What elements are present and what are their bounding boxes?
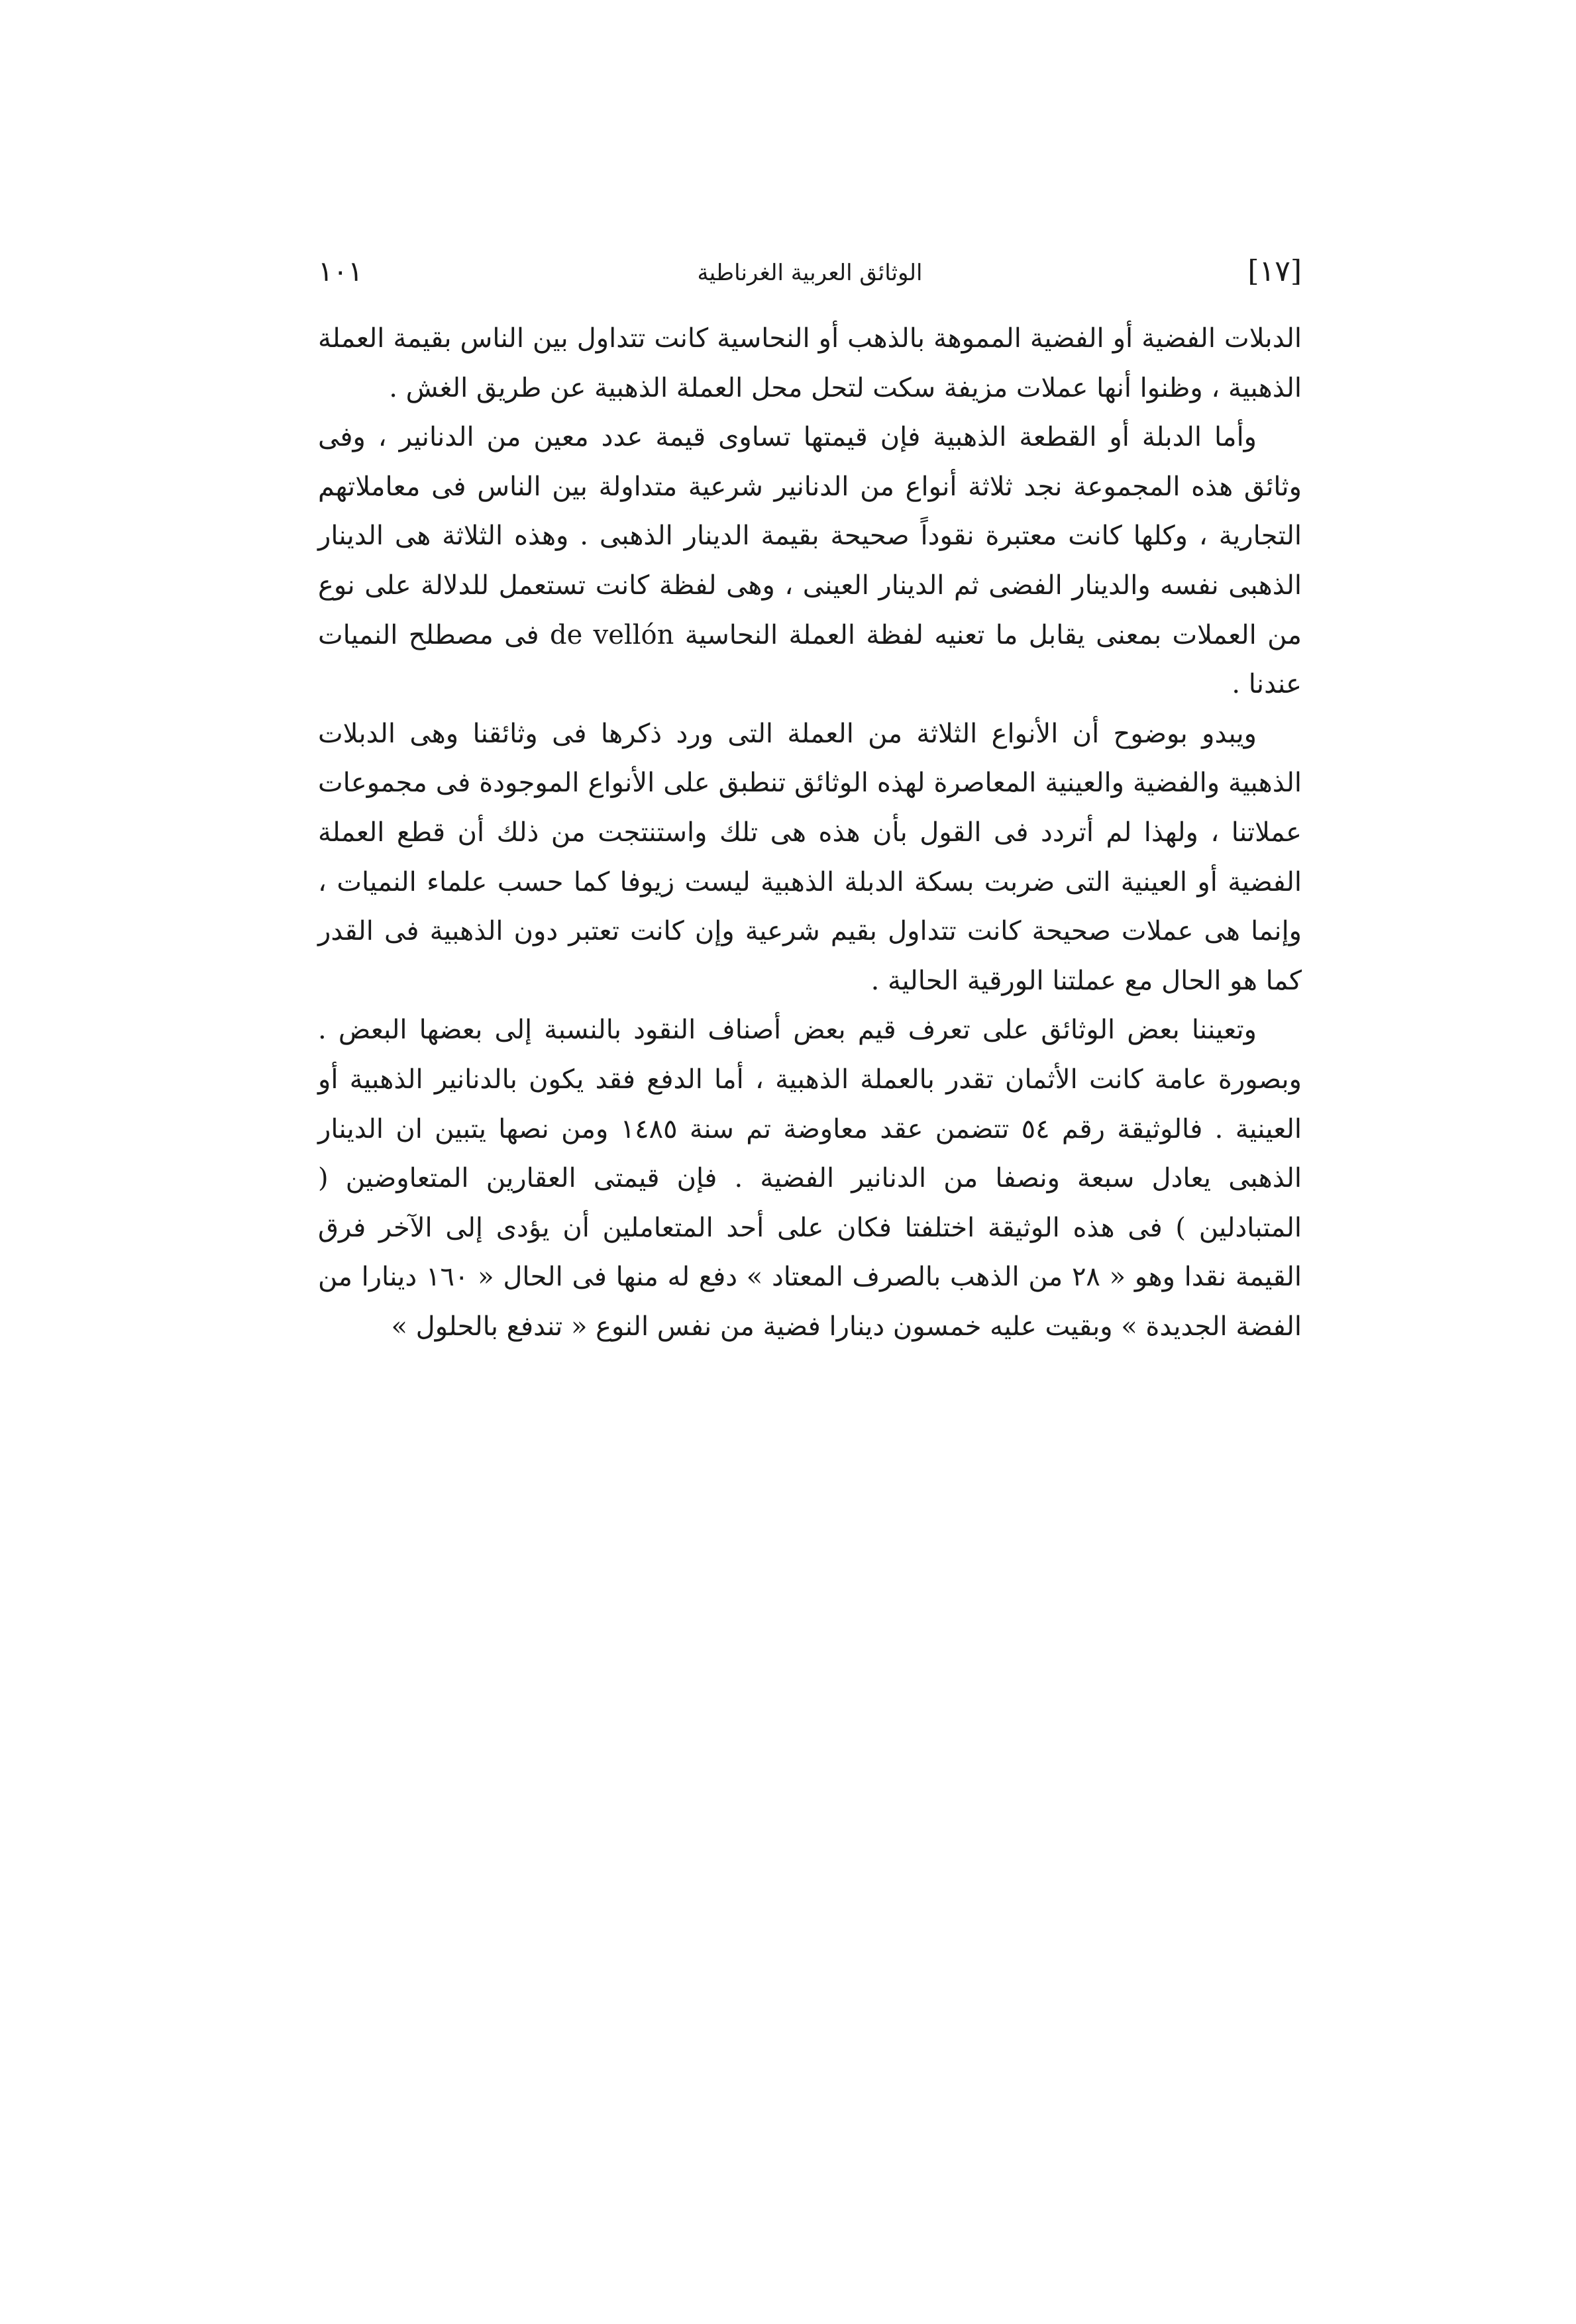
paragraph-2: وأما الدبلة أو القطعة الذهبية فإن قيمتها تساوى قيمة عدد معين من الدنانير ، وفى وثائق هذه المجموعة نجد ثلاثة أنواع من الدنانير شرعية متداولة بين الناس فى معاملاتهم التجارية ، وكلها كانت معتبرة نقوداً صحيحة بقيمة الدينار الذهبى . وهذه الثلاثة هى الدينار الذهبى نفسه والدينار الفضى ثم الدينار العينى ، وهى لفظة كانت تستعمل للدلالة على نوع من العملات بمعنى يقابل ما تعنيه لفظة العملة النحاسية de vellón فى مصطلح النميات عندنا . <box>318 422 1302 700</box>
running-title: الوثائق العربية الغرناطية <box>697 260 923 286</box>
paragraph-4: وتعيننا بعض الوثائق على تعرف قيم بعض أصناف النقود بالنسبة إلى بعضها البعض . وبصورة عامة كانت الأثمان تقدر بالعملة الذهبية ، أما الدفع فقد يكون بالدنانير الذهبية أو العينية . فالوثيقة رقم ٥٤ تتضمن عقد معاوضة تم سنة ١٤٨٥ ومن نصها يتبين ان الدينار الذهبى يعادل سبعة ونصفا من الدنانير الفضية . فإن قيمتى العقارين المتعاوضين ( المتبادلين ) فى هذه الوثيقة اختلفتا فكان على أحد المتعاملين أن يؤدى إلى الآخر فرق القيمة نقدا وهو « ٢٨ من الذهب بالصرف المعتاد » دفع له منها فى الحال « ١٦٠ دينارا من الفضة الجديدة » وبقيت عليه خمسون دينارا فضية من نفس النوع « تندفع بالحلول » <box>318 1015 1302 1342</box>
paragraph-3: ويبدو بوضوح أن الأنواع الثلاثة من العملة التى ورد ذكرها فى وثائقنا وهى الدبلات الذهبية والفضية والعينية المعاصرة لهذه الوثائق تنطبق على الأنواع الموجودة فى مجموعات عملاتنا ، ولهذا لم أتردد فى القول بأن هذه هى تلك واستنتجت من ذلك أن قطع العملة الفضية أو العينية التى ضربت بسكة الدبلة الذهبية ليست زيوفا كما حسب علماء النميات ، وإنما هى عملات صحيحة كانت تتداول بقيم شرعية وإن كانت تعتبر دون الذهبية فى القدر كما هو الحال مع عملتنا الورقية الحالية . <box>318 718 1302 996</box>
page-header <box>318 252 1302 298</box>
paragraph-1: الدبلات الفضية أو الفضية المموهة بالذهب أو النحاسية كانت تتداول بين الناس بقيمة العملة الذهبية ، وظنوا أنها عملات مزيفة سكت لتحل محل العملة الذهبية عن طريق الغش . <box>318 323 1302 403</box>
page-number: ١٠١ <box>318 255 363 287</box>
page-body <box>318 314 1302 1351</box>
document-number: [١٧] <box>1247 254 1302 288</box>
book-page <box>318 252 1302 1788</box>
